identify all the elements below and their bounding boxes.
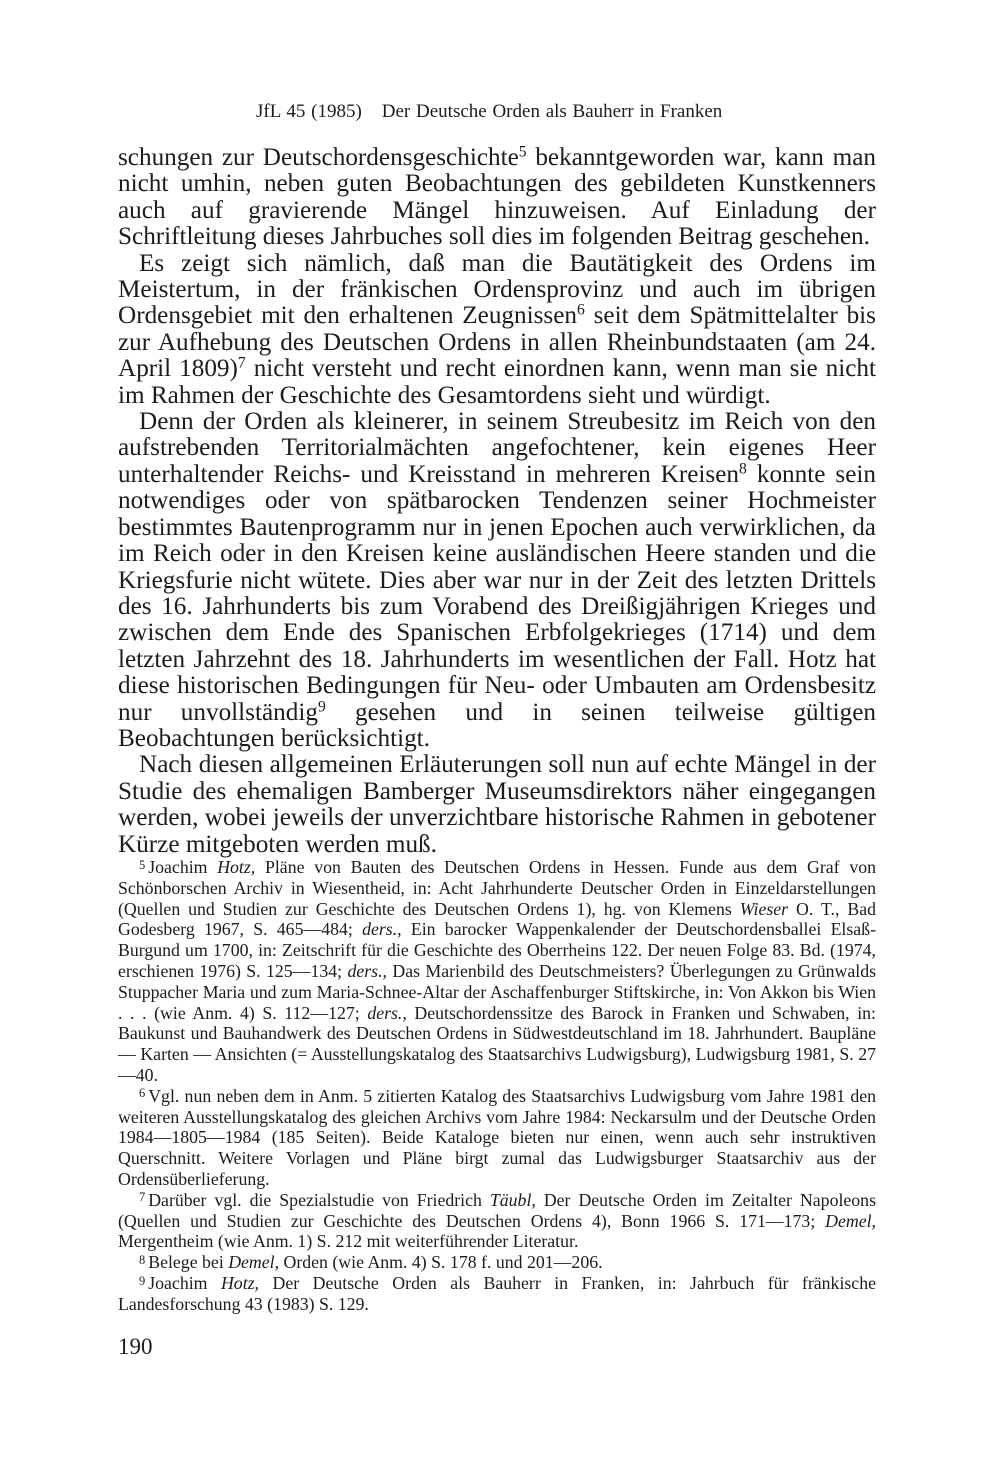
footnote: $^5$ Joachim Hotz, Pläne von Bauten des Deutschen Ordens in Hessen. Funde aus dem Graf von Schönborschen Archiv in Wiesentheid, in: Acht Jahrhunderte Deutscher Orden in Einzeldarstellungen (Quellen und Studien zur Geschichte des Deutschen Ordens 1), hg. von Klemens Wieser O. T., Bad Godesberg 1967, S. 465—484; ders., Ein barocker Wappenkalender der Deutschordensballei Elsaß-Burgund um 1700, in: Zeitschrift für die Geschichte des Oberrheins 122. Der neuen Folge 83. Bd. (1974, erschienen 1976) S. 125—134; ders., Das Marienbild des Deutschmeisters? Überlegungen zu Grünwalds Stuppacher Maria und zum Maria-Schnee-Altar der Aschaffenburger Stiftskirche, in: Von Akkon bis Wien . . . (wie Anm. 4) S. 112—127; ders., Deutschordenssitze des Barock in Franken und Schwaben, in: Baukunst und Bauhandwerk des Deutschen Ordens in Südwestdeutschland im 18. Jahrhundert. Baupläne — Karten — Ansichten (= Ausstellungskatalog des Staatsarchivs Ludwigsburg), Ludwigsburg 1981, S. 27—40. [118,857,877,1085]
footnote-reference: 8 [739,460,747,478]
main-text [118,145,876,858]
page-number: 190 [118,1334,153,1359]
journal-reference: JfL 45 (1985) [256,101,362,122]
footnote-reference: 5 [518,143,527,161]
footnotes [118,857,876,1315]
footnote-number: 8 [139,1252,146,1267]
footnote-number: 6 [139,1086,146,1101]
paragraph: Denn der Orden als kleinerer, in seinem Streubesitz im Reich von den aufstrebenden Territorialmächten angefochtener, kein eigenes Heer unterhaltender Reichs- und Kreisstand in mehreren Kreisen$^8$ konnte sein notwendiges oder von spätbarocken Tendenzen seiner Hochmeister bestimmtes Bautenprogramm nur in jenen Epochen auch verwirklichen, da im Reich oder in den Kreisen keine ausländischen Heere standen und die Kriegsfurie nicht wütete. Dies aber war nur in der Zeit des letzten Drittels des 16. Jahrhunderts bis zum Vorabend des Dreißigjährigen Krieges und zwischen dem Ende des Spanischen Erbfolgekrieges (1714) und dem letzten Jahrzehnt des 18. Jahrhunderts im wesentlichen der Fall. Hotz hat diese historischen Bedingungen für Neu- oder Umbauten am Ordensbesitz nur unvollständig$^9$ gesehen und in seinen teilweise gültigen Beobachtungen berücksichtigt. [118,408,876,752]
running-header [256,100,722,124]
footnote-reference: 6 [577,301,585,319]
footnote: $^6$ Vgl. nun neben dem in Anm. 5 zitierten Katalog des Staatsarchivs Ludwigsburg vom Jahre 1981 den weiteren Ausstellungskatalog des gleichen Archivs vom Jahre 1984: Neckarsulm und der Deutsche Orden 1984—1805—1984 (185 Seiten). Beide Kataloge bieten nur einen, wenn auch sehr instruktiven Querschnitt. Weitere Vorlagen und Pläne birgt zumal das Ludwigsburger Staatsarchiv aus der Ordensüberlieferung. [118,1085,876,1189]
footnote-reference: 7 [237,354,246,372]
paragraph: schungen zur Deutschordensgeschichte$^5$ bekanntgeworden war, kann man nicht umhin, neben guten Beobachtungen des gebildeten Kunstkenners auch auf gravierende Mängel hinzuweisen. Auf Einladung der Schriftleitung dieses Jahrbuches soll dies im folgenden Beitrag geschehen. [118,143,876,251]
running-title: Der Deutsche Orden als Bauherr in Franken [381,101,723,122]
footnote-number: 9 [139,1273,146,1288]
footnote-number: 5 [139,857,146,872]
footnote: $^7$ Darüber vgl. die Spezialstudie von Friedrich Täubl, Der Deutsche Orden im Zeitalter Napoleons (Quellen und Studien zur Geschichte des Deutschen Ordens 4), Bonn 1966 S. 171—173; Demel, Mergentheim (wie Anm. 1) S. 212 mit weiterführender Literatur. [118,1189,876,1252]
paragraph: Nach diesen allgemeinen Erläuterungen soll nun auf echte Mängel in der Studie des ehemaligen Bamberger Museumsdirektors näher eingegangen werden, wobei jeweils der unverzichtbare historische Rahmen in gebotener Kürze mitgeboten werden muß. [118,751,876,858]
footnote: $^9$ Joachim Hotz, Der Deutsche Orden als Bauherr in Franken, in: Jahrbuch für fränkische Landesforschung 43 (1983) S. 129. [118,1272,876,1314]
footnote: $^8$ Belege bei Demel, Orden (wie Anm. 4) S. 178 f. und 201—206. [139,1252,603,1273]
footnote-reference: 9 [317,697,326,715]
footnote-number: 7 [139,1190,146,1205]
paragraph: Es zeigt sich nämlich, daß man die Bautätigkeit des Ordens im Meistertum, in der fränkischen Ordensprovinz und auch im übrigen Ordensgebiet mit den erhaltenen Zeugnissen$^6$ seit dem Spätmittelalter bis zur Aufhebung des Deutschen Ordens in allen Rheinbundstaaten (am 24. April 1809)$^7$ nicht versteht und recht einordnen kann, wenn man sie nicht im Rahmen der Geschichte des Gesamtordens sieht und würdigt. [118,249,876,409]
